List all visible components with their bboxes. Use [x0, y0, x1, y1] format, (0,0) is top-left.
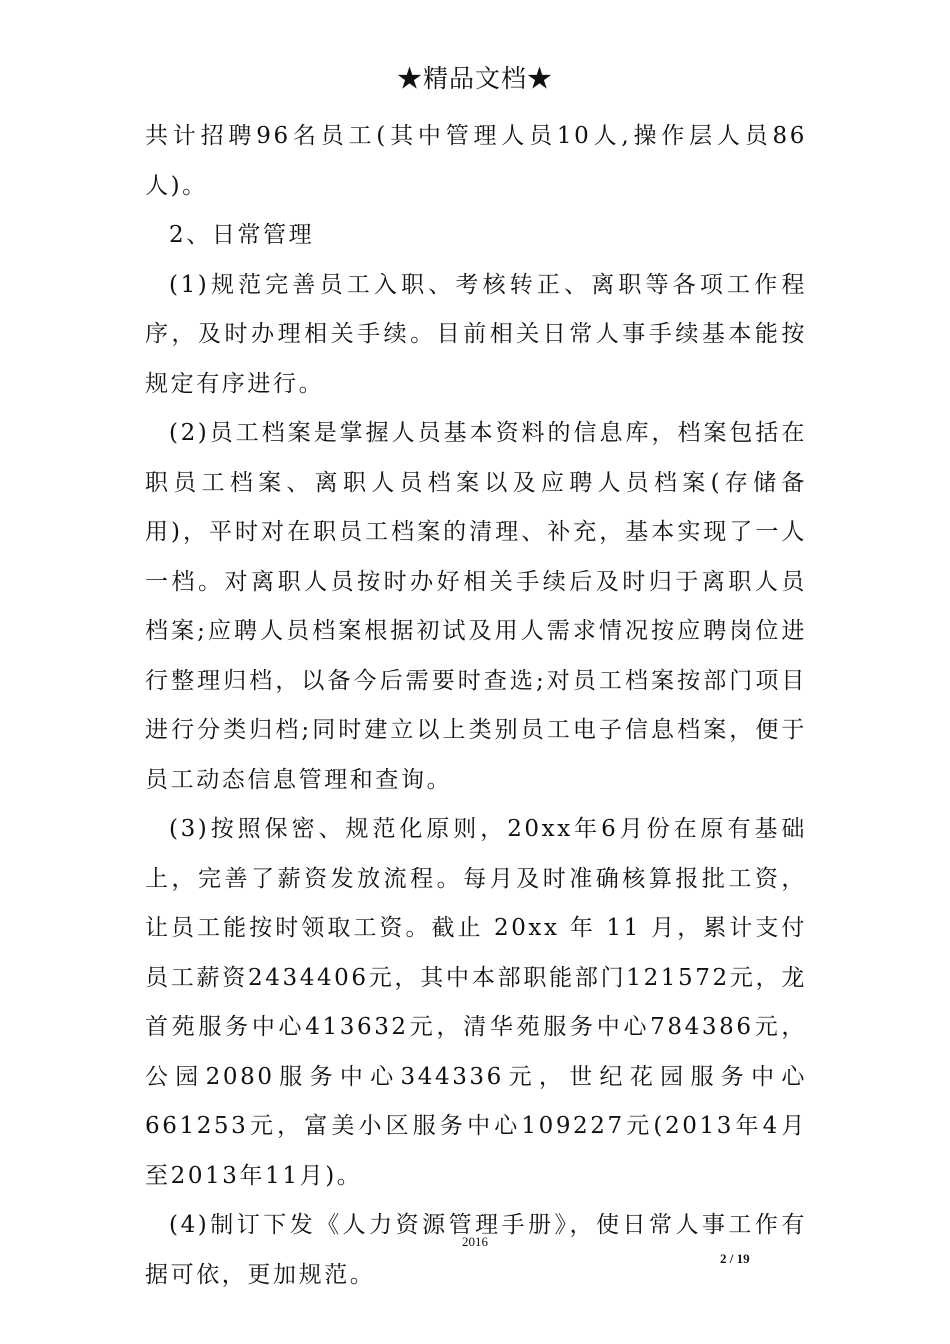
- paragraph-recruitment-total: 共计招聘96名员工(其中管理人员10人,操作层人员86人)。: [145, 123, 807, 199]
- document-body: [145, 112, 807, 1300]
- section-heading-daily-management: 2、日常管理: [169, 222, 315, 248]
- footer-year: 2016: [462, 1234, 488, 1249]
- paragraph-item-2: (2)员工档案是掌握人员基本资料的信息库，档案包括在职员工档案、离职人员档案以及应聘人员档案(存储备用)，平时对在职员工档案的清理、补充，基本实现了一人一档。对离职人员按时办好相关手续后及时归于离职人员档案;应聘人员档案根据初试及用人需求情况按应聘岗位进行整理归档，以备今后需要时查选;对员工档案按部门项目进行分类归档;同时建立以上类别员工电子信息档案，便于员工动态信息管理和查询。: [145, 420, 807, 793]
- page-header: ★精品文档★: [396, 64, 553, 93]
- paragraph-item-3: (3)按照保密、规范化原则，20xx年6月份在原有基础上，完善了薪资发放流程。每月及时准确核算报批工资，让员工能按时领取工资。截止 20xx 年 11 月，累计支付员工薪资2434406元，其中本部职能部门121572元，龙首苑服务中心413632元，清华苑服务中心784386元，公园2080服务中心344336元，世纪花园服务中心661253元，富美小区服务中心109227元(2013年4月至2013年11月)。: [145, 816, 807, 1189]
- paragraph-item-4: (4)制订下发《人力资源管理手册》，使日常人事工作有据可依，更加规范。: [145, 1212, 807, 1288]
- page-number: 2 / 19: [720, 1251, 750, 1266]
- paragraph-item-1: (1)规范完善员工入职、考核转正、离职等各项工作程序，及时办理相关手续。目前相关日常人事手续基本能按规定有序进行。: [145, 271, 807, 397]
